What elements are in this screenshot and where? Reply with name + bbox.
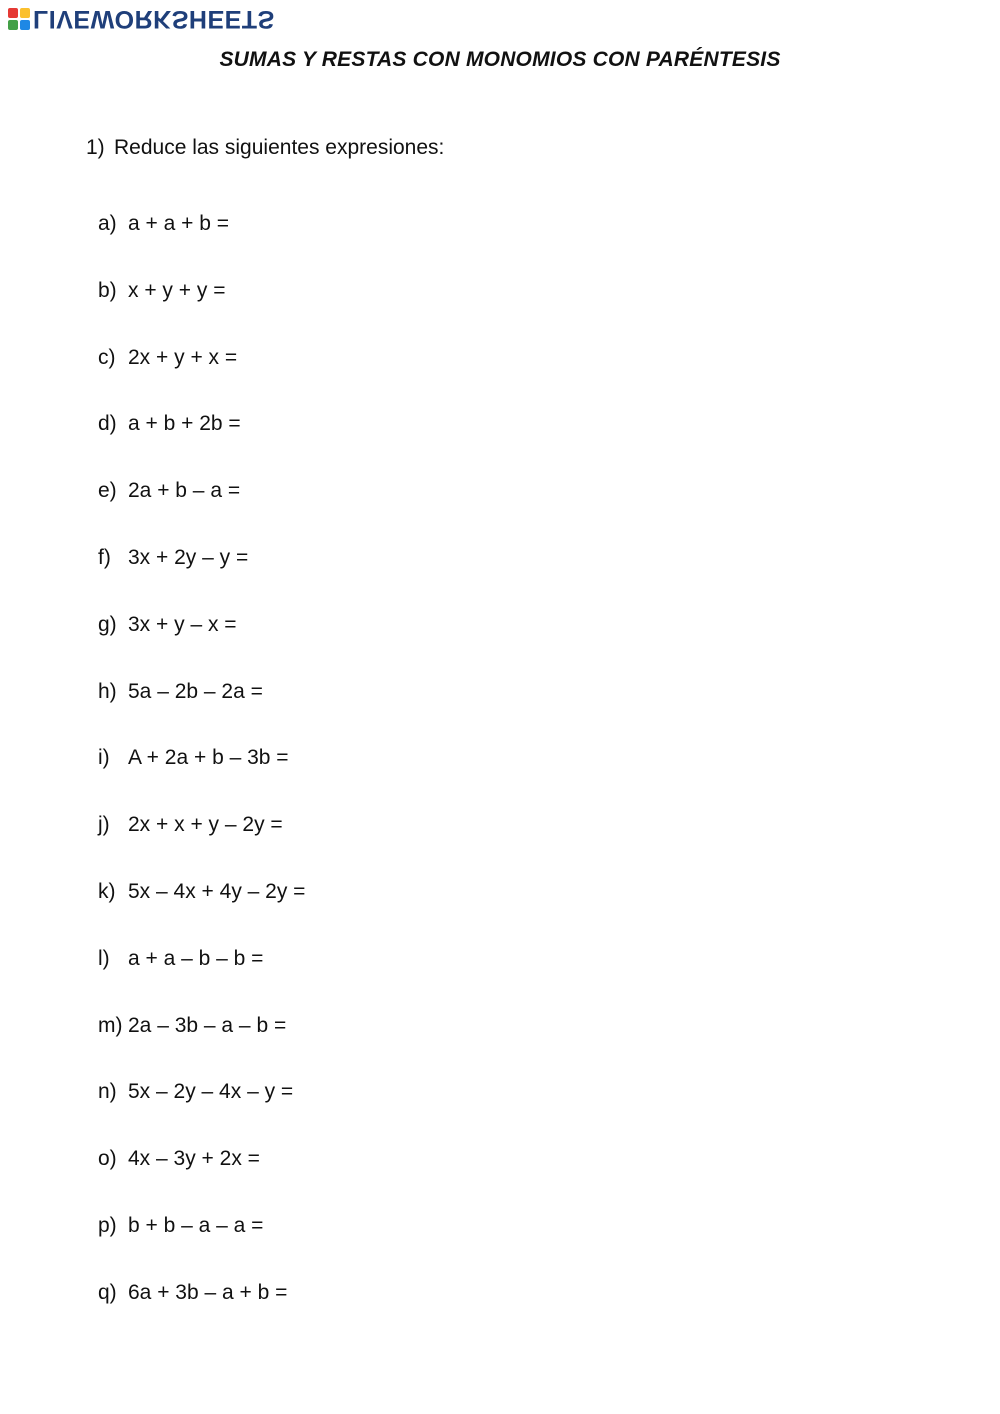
exercise-expression: 2x + x + y – 2y = bbox=[128, 813, 283, 837]
liveworksheets-logo bbox=[8, 6, 275, 32]
exercise-item bbox=[98, 477, 305, 544]
logo-block bbox=[20, 20, 30, 30]
exercise-expression: x + y + y = bbox=[128, 278, 226, 302]
exercise-expression: a + a – b – b = bbox=[128, 946, 264, 970]
exercise-label: a) bbox=[98, 212, 117, 235]
logo-block bbox=[8, 8, 18, 18]
exercise-item bbox=[98, 878, 305, 945]
exercise-expression: 2a + b – a = bbox=[128, 479, 241, 503]
exercise-expression: 4x – 3y + 2x = bbox=[128, 1147, 260, 1171]
exercise-label: b) bbox=[98, 278, 117, 302]
exercise-label: e) bbox=[98, 479, 117, 503]
exercise-item bbox=[98, 1212, 305, 1279]
exercise-item bbox=[98, 744, 305, 811]
exercise-expression: a + a + b = bbox=[128, 212, 230, 235]
exercise-label: j) bbox=[98, 813, 110, 837]
exercise-item bbox=[98, 1078, 305, 1145]
exercise-label: q) bbox=[98, 1280, 117, 1304]
instruction-text: Reduce las siguientes expresiones: bbox=[114, 136, 445, 159]
exercise-label: g) bbox=[98, 612, 117, 636]
exercise-expression: b + b – a – a = bbox=[128, 1213, 264, 1237]
logo-text: LIVEWORKSHEETS bbox=[33, 5, 275, 33]
exercise-label: o) bbox=[98, 1147, 117, 1171]
exercise-label: n) bbox=[98, 1080, 117, 1104]
exercise-label: m) bbox=[98, 1013, 123, 1037]
exercise-label: f) bbox=[98, 545, 111, 569]
exercise-item bbox=[98, 811, 305, 878]
exercise-expression: 5x – 4x + 4y – 2y = bbox=[128, 879, 306, 903]
exercise-item bbox=[98, 277, 305, 344]
exercise-item bbox=[98, 1279, 305, 1346]
instruction-number: 1) bbox=[86, 136, 105, 159]
exercise-label: l) bbox=[98, 946, 110, 970]
exercise-expression: 6a + 3b – a + b = bbox=[128, 1280, 288, 1304]
exercise-item bbox=[98, 611, 305, 678]
exercise-expression: 3x + 2y – y = bbox=[128, 545, 249, 569]
logo-blocks-icon bbox=[8, 8, 30, 30]
exercise-expression: 2x + y + x = bbox=[128, 345, 238, 369]
exercise-item bbox=[98, 544, 305, 611]
exercise-list bbox=[98, 210, 305, 1346]
exercise-item bbox=[98, 210, 305, 277]
exercise-expression: 3x + y – x = bbox=[128, 612, 237, 636]
logo-block bbox=[8, 20, 18, 30]
exercise-item bbox=[98, 945, 305, 1012]
exercise-item bbox=[98, 410, 305, 477]
exercise-item bbox=[98, 1012, 305, 1079]
exercise-label: k) bbox=[98, 879, 116, 903]
exercise-label: d) bbox=[98, 412, 117, 436]
exercise-item bbox=[98, 344, 305, 411]
exercise-expression: a + b + 2b = bbox=[128, 412, 241, 436]
exercise-label: p) bbox=[98, 1213, 117, 1237]
exercise-item bbox=[98, 1145, 305, 1212]
instruction bbox=[86, 136, 444, 160]
exercise-item bbox=[98, 678, 305, 745]
exercise-label: c) bbox=[98, 345, 116, 369]
worksheet-title: SUMAS Y RESTAS CON MONOMIOS CON PARÉNTESIS bbox=[219, 48, 781, 71]
exercise-expression: 2a – 3b – a – b = bbox=[128, 1013, 287, 1037]
exercise-expression: 5x – 2y – 4x – y = bbox=[128, 1080, 294, 1104]
exercise-label: i) bbox=[98, 746, 110, 770]
exercise-label: h) bbox=[98, 679, 117, 703]
exercise-expression: 5a – 2b – 2a = bbox=[128, 679, 263, 703]
logo-block bbox=[20, 8, 30, 18]
exercise-expression: A + 2a + b – 3b = bbox=[128, 746, 289, 770]
